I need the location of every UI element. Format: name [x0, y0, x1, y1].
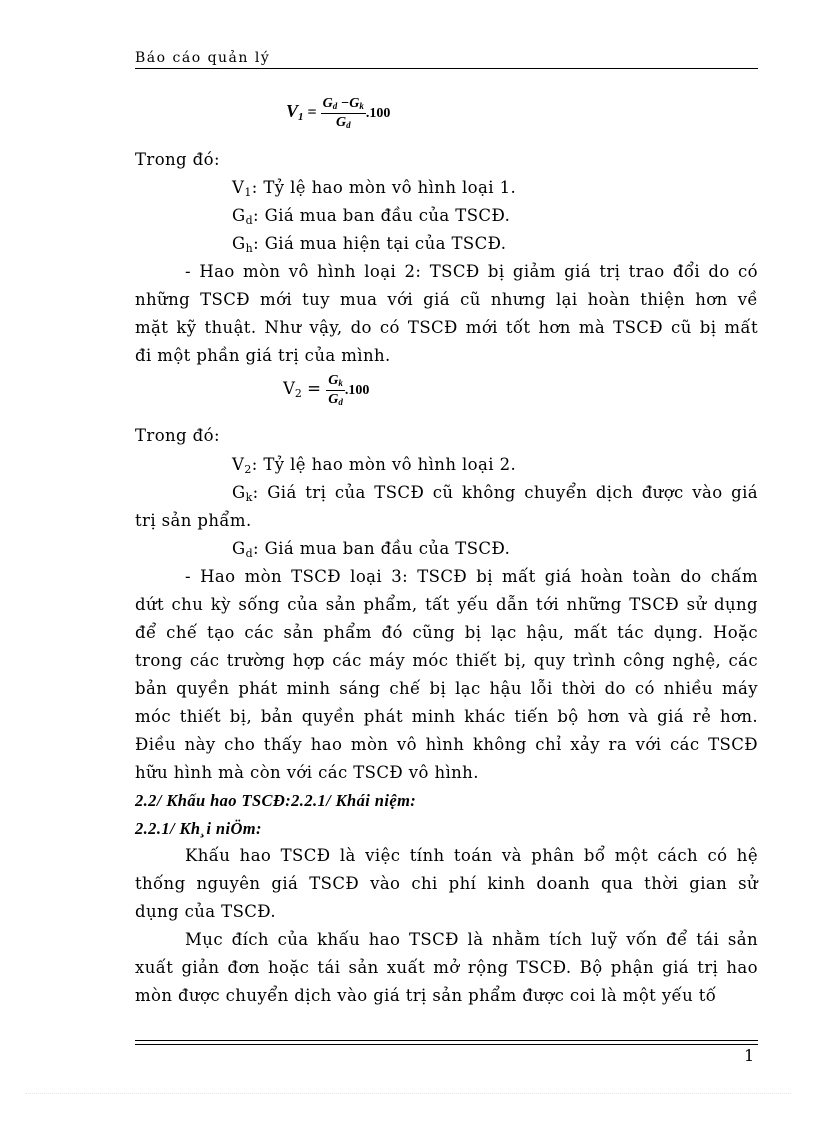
page-header-title: Báo cáo quản lý [135, 50, 271, 66]
paragraph-line: trong các trường hợp các máy móc thiết bị, quy trình công nghệ, các [135, 651, 758, 670]
paragraph-line: trị sản phẩm. [135, 511, 252, 530]
paragraph-line: xuất giản đơn hoặc tái sản xuất mở rộng TSCĐ. Bộ phận giá trị hao [135, 958, 758, 977]
page-bottom-border [25, 1093, 791, 1094]
paragraph-line: - Hao mòn TSCĐ loại 3: TSCĐ bị mất giá hoàn toàn do chấm [185, 567, 758, 586]
paragraph-line: Điều này cho thấy hao mòn vô hình không chỉ xảy ra với các TSCĐ [135, 735, 758, 754]
paragraph-line: đi một phần giá trị của mình. [135, 346, 391, 365]
paragraph-line: Khấu hao TSCĐ là việc tính toán và phân bổ một cách có hệ [185, 846, 758, 865]
section-heading: 2.2.1/ Kh¸i niÖm: [135, 819, 262, 838]
paragraph-line: mòn được chuyển dịch vào giá trị sản phẩm được coi là một yếu tố [135, 986, 717, 1005]
header-rule [135, 68, 758, 69]
paragraph-line: $G_h$: Giá mua hiện tại của TSCĐ. [232, 234, 507, 255]
footer-rule [135, 1044, 758, 1045]
formula-v1-fraction: $\frac{G_d -G_k}{G_d}$ [322, 96, 364, 130]
paragraph-line: $G_k$: Giá trị của TSCĐ cũ không chuyển dịch được vào giá [232, 483, 758, 504]
section-heading: 2.2/ Khấu hao TSCĐ:2.2.1/ Khái niệm: [135, 791, 417, 810]
paragraph-line: $V_1$: Tỷ lệ hao mòn vô hình loại 1. [232, 178, 517, 199]
paragraph-line: $V_2$: Tỷ lệ hao mòn vô hình loại 2. [232, 455, 517, 476]
paragraph-line: dụng của TSCĐ. [135, 902, 277, 921]
paragraph-line: Trong đó: [135, 150, 220, 169]
footer-rule [135, 1040, 758, 1041]
paragraph-line: dứt chu kỳ sống của sản phẩm, tất yếu dẫn tới những TSCĐ sử dụng [135, 595, 758, 614]
page-number: 1 [744, 1046, 755, 1065]
paragraph-line: móc thiết bị, bản quyền phát minh khác tiến bộ hơn và giá rẻ hơn. [135, 707, 758, 726]
paragraph-line: bản quyền phát minh sáng chế bị lạc hậu lỗi thời do có nhiều máy [135, 679, 758, 698]
formula-v2-fraction: $\frac{G_k}{G_d}$ [328, 373, 343, 407]
paragraph-line: Trong đó: [135, 426, 220, 445]
paragraph-line: những TSCĐ mới tuy mua với giá cũ nhưng lại hoàn thiện hơn về [135, 290, 758, 309]
paragraph-line: $G_d$: Giá mua ban đầu của TSCĐ. [232, 539, 511, 560]
paragraph-line: để chế tạo các sản phẩm đó cũng bị lạc hậu, mất tác dụng. Hoặc [135, 623, 758, 642]
paragraph-line: hữu hình mà còn với các TSCĐ vô hình. [135, 763, 479, 782]
formula-v2: $V_2$ = $\frac{G_k}{G_d}$ .100 [283, 373, 370, 407]
paragraph-line: mặt kỹ thuật. Như vậy, do có TSCĐ mới tốt hơn mà TSCĐ cũ bị mất [135, 318, 758, 337]
paragraph-line: Mục đích của khấu hao TSCĐ là nhằm tích luỹ vốn để tái sản [185, 930, 758, 949]
formula-v1: $V_1$ = $\frac{G_d -G_k}{G_d}$ .100 [286, 96, 391, 130]
paragraph-line: $G_d$: Giá mua ban đầu của TSCĐ. [232, 206, 511, 227]
paragraph-line: - Hao mòn vô hình loại 2: TSCĐ bị giảm giá trị trao đổi do có [185, 262, 758, 281]
paragraph-line: thống nguyên giá TSCĐ vào chi phí kinh doanh qua thời gian sử [135, 874, 758, 893]
